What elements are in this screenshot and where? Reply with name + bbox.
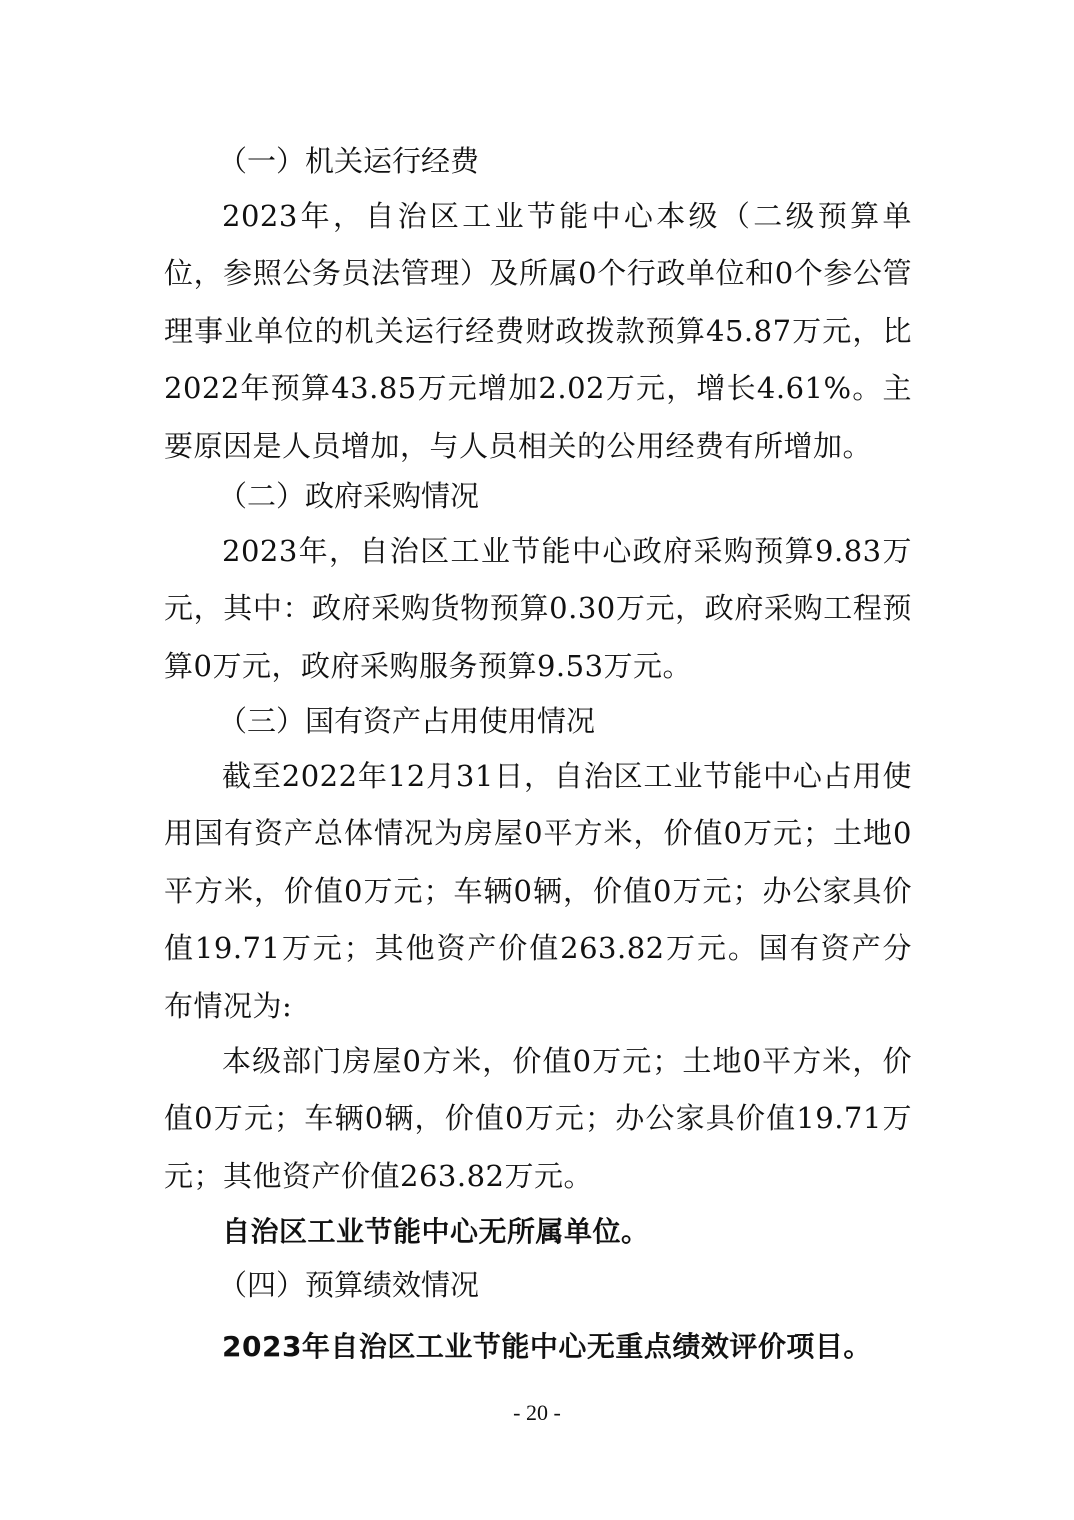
section-heading-state-assets: （三）国有资产占用使用情况 [218, 704, 596, 738]
paragraph-operating-funds: 2023年，自治区工业节能中心本级（二级预算单位，参照公务员法管理）及所属0个行政单位和0个参公管理事业单位的机关运行经费财政拨款预算45.87万元，比2022年预算43.85万元增加2.02万元，增长4.61%。主要原因是人员增加，与人员相关的公用经费有所增加。 [164, 199, 912, 463]
paragraph-government-procurement: 2023年，自治区工业节能中心政府采购预算9.83万元，其中：政府采购货物预算0.30万元，政府采购工程预算0万元，政府采购服务预算9.53万元。 [164, 534, 912, 683]
paragraph-state-assets-distribution: 本级部门房屋0方米，价值0万元；土地0平方米，价值0万元；车辆0辆，价值0万元；办公家具价值19.71万元；其他资产价值263.82万元。 [164, 1044, 912, 1193]
statement-no-subordinate-units: 自治区工业节能中心无所属单位。 [222, 1215, 650, 1248]
section-heading-operating-funds: （一）机关运行经费 [218, 144, 480, 178]
page-number: - 20 - [513, 1400, 561, 1425]
paragraph-state-assets-overview: 截至2022年12月31日，自治区工业节能中心占用使用国有资产总体情况为房屋0平方米，价值0万元；土地0平方米，价值0万元；车辆0辆，价值0万元；办公家具价值19.71万元；其他资产价值263.82万元。国有资产分布情况为: [164, 759, 912, 1023]
section-heading-budget-performance: （四）预算绩效情况 [218, 1268, 480, 1302]
section-heading-government-procurement: （二）政府采购情况 [218, 479, 480, 513]
statement-no-key-evaluation-projects: 2023年自治区工业节能中心无重点绩效评价项目。 [222, 1330, 872, 1363]
